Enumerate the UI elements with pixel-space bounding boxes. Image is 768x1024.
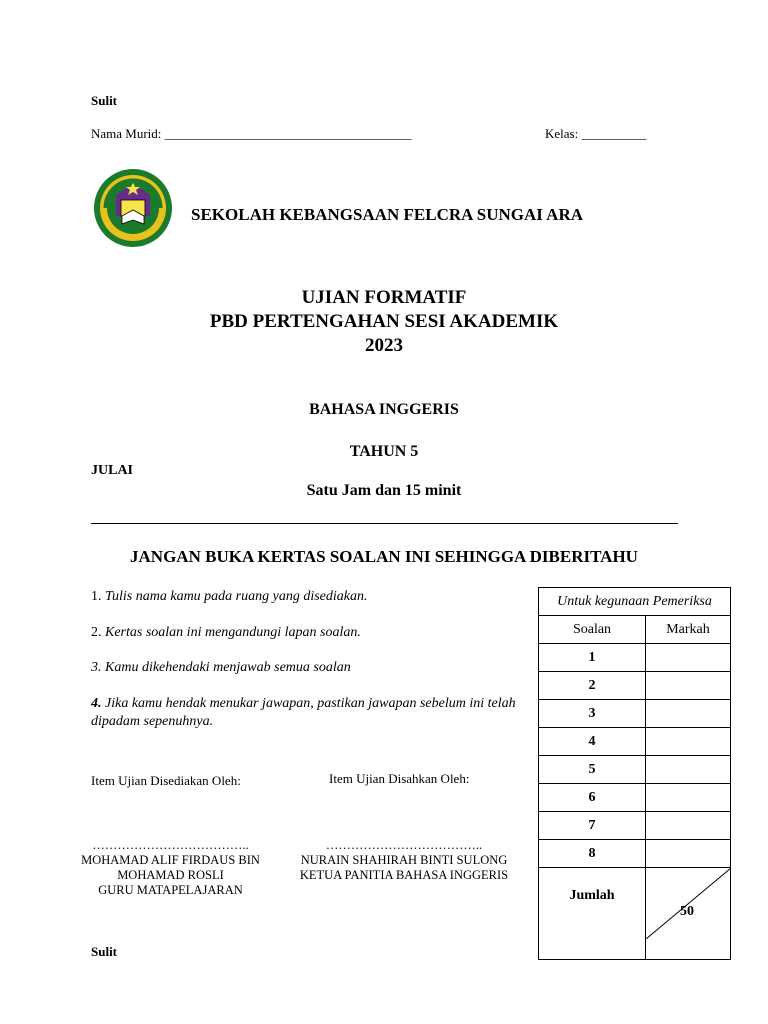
approved-by-label: Item Ujian Disahkan Oleh: (329, 771, 470, 786)
table-row (539, 728, 731, 756)
question-number: 7 (539, 812, 646, 840)
instruction-3-text: Kamu dikehendaki menjawab semua soalan (105, 660, 351, 675)
question-number: 3 (539, 700, 646, 728)
nama-murid-field: Nama Murid: ______________________________________ (91, 126, 412, 141)
title-line-2: PBD PERTENGAHAN SESI AKADEMIK (209, 311, 559, 332)
duration-label: Satu Jam dan 15 minit (306, 482, 462, 499)
table-row (539, 840, 731, 868)
prepared-role: GURU MATAPELAJARAN (98, 883, 243, 897)
instruction-4-text: Jika kamu hendak menukar jawapan, pastikan jawapan sebelum ini telah dipadam sepenuhnya. (91, 696, 516, 729)
instruction-1 (91, 588, 521, 606)
question-number: 8 (539, 840, 646, 868)
prepared-name-line-1: MOHAMAD ALIF FIRDAUS BIN (81, 853, 260, 867)
table-row (539, 812, 731, 840)
total-marks: 50 (680, 904, 694, 919)
mark-cell (646, 672, 731, 700)
mark-cell (646, 700, 731, 728)
approved-signature-line: ……………………………….. (325, 838, 483, 852)
instruction-2-number: 2. (91, 625, 102, 640)
column-markah-header: Markah (646, 616, 731, 644)
question-number: 6 (539, 784, 646, 812)
instruction-2-text: Kertas soalan ini mengandungi lapan soalan. (105, 625, 361, 640)
question-number: 1 (539, 644, 646, 672)
exam-title (0, 286, 768, 358)
instruction-1-text: Tulis nama kamu pada ruang yang disediakan. (105, 589, 368, 604)
jumlah-label: Jumlah (539, 868, 646, 960)
examiner-table (538, 587, 731, 960)
mark-cell (646, 756, 731, 784)
table-row (539, 756, 731, 784)
bulan-label: JULAI (91, 463, 134, 478)
school-logo (92, 166, 174, 250)
total-row (539, 868, 731, 960)
mark-cell (646, 812, 731, 840)
prepared-by-label: Item Ujian Disediakan Oleh: (91, 773, 241, 788)
table-row (539, 784, 731, 812)
question-number: 2 (539, 672, 646, 700)
question-number: 5 (539, 756, 646, 784)
instruction-4 (91, 695, 521, 731)
approved-signature-block (290, 838, 518, 883)
mark-cell (646, 784, 731, 812)
instruction-4-number: 4. (91, 696, 102, 711)
table-row (539, 700, 731, 728)
tahun-label: TAHUN 5 (349, 443, 419, 460)
column-soalan-header: Soalan (539, 616, 646, 644)
prepared-signature-block (78, 838, 263, 898)
sulit-bottom-label: Sulit (91, 944, 118, 959)
table-row (539, 644, 731, 672)
prepared-name-line-2: MOHAMAD ROSLI (117, 868, 224, 882)
title-line-1: UJIAN FORMATIF (301, 287, 467, 308)
subject-title: BAHASA INGGERIS (309, 401, 459, 418)
mark-cell (646, 840, 731, 868)
instruction-3 (91, 659, 521, 677)
instruction-1-number: 1. (91, 589, 102, 604)
school-crest-icon (92, 166, 174, 250)
approved-name: NURAIN SHAHIRAH BINTI SULONG (300, 853, 508, 867)
table-row (539, 672, 731, 700)
title-line-3: 2023 (365, 335, 403, 356)
mark-cell (646, 728, 731, 756)
approved-role: KETUA PANITIA BAHASA INGGERIS (299, 868, 509, 882)
total-cell (646, 868, 731, 960)
warning-text: JANGAN BUKA KERTAS SOALAN INI SEHINGGA DIBERITAHU (130, 547, 638, 566)
question-number: 4 (539, 728, 646, 756)
school-name: SEKOLAH KEBANGSAAN FELCRA SUNGAI ARA (191, 205, 584, 224)
instruction-2 (91, 624, 521, 642)
mark-cell (646, 644, 731, 672)
instruction-3-number: 3. (91, 660, 102, 675)
kelas-field: Kelas: __________ (545, 126, 647, 141)
section-divider (91, 523, 678, 524)
prepared-signature-line: ……………………………….. (92, 838, 249, 852)
sulit-top-label: Sulit (91, 93, 118, 108)
table-caption: Untuk kegunaan Pemeriksa (539, 588, 731, 616)
